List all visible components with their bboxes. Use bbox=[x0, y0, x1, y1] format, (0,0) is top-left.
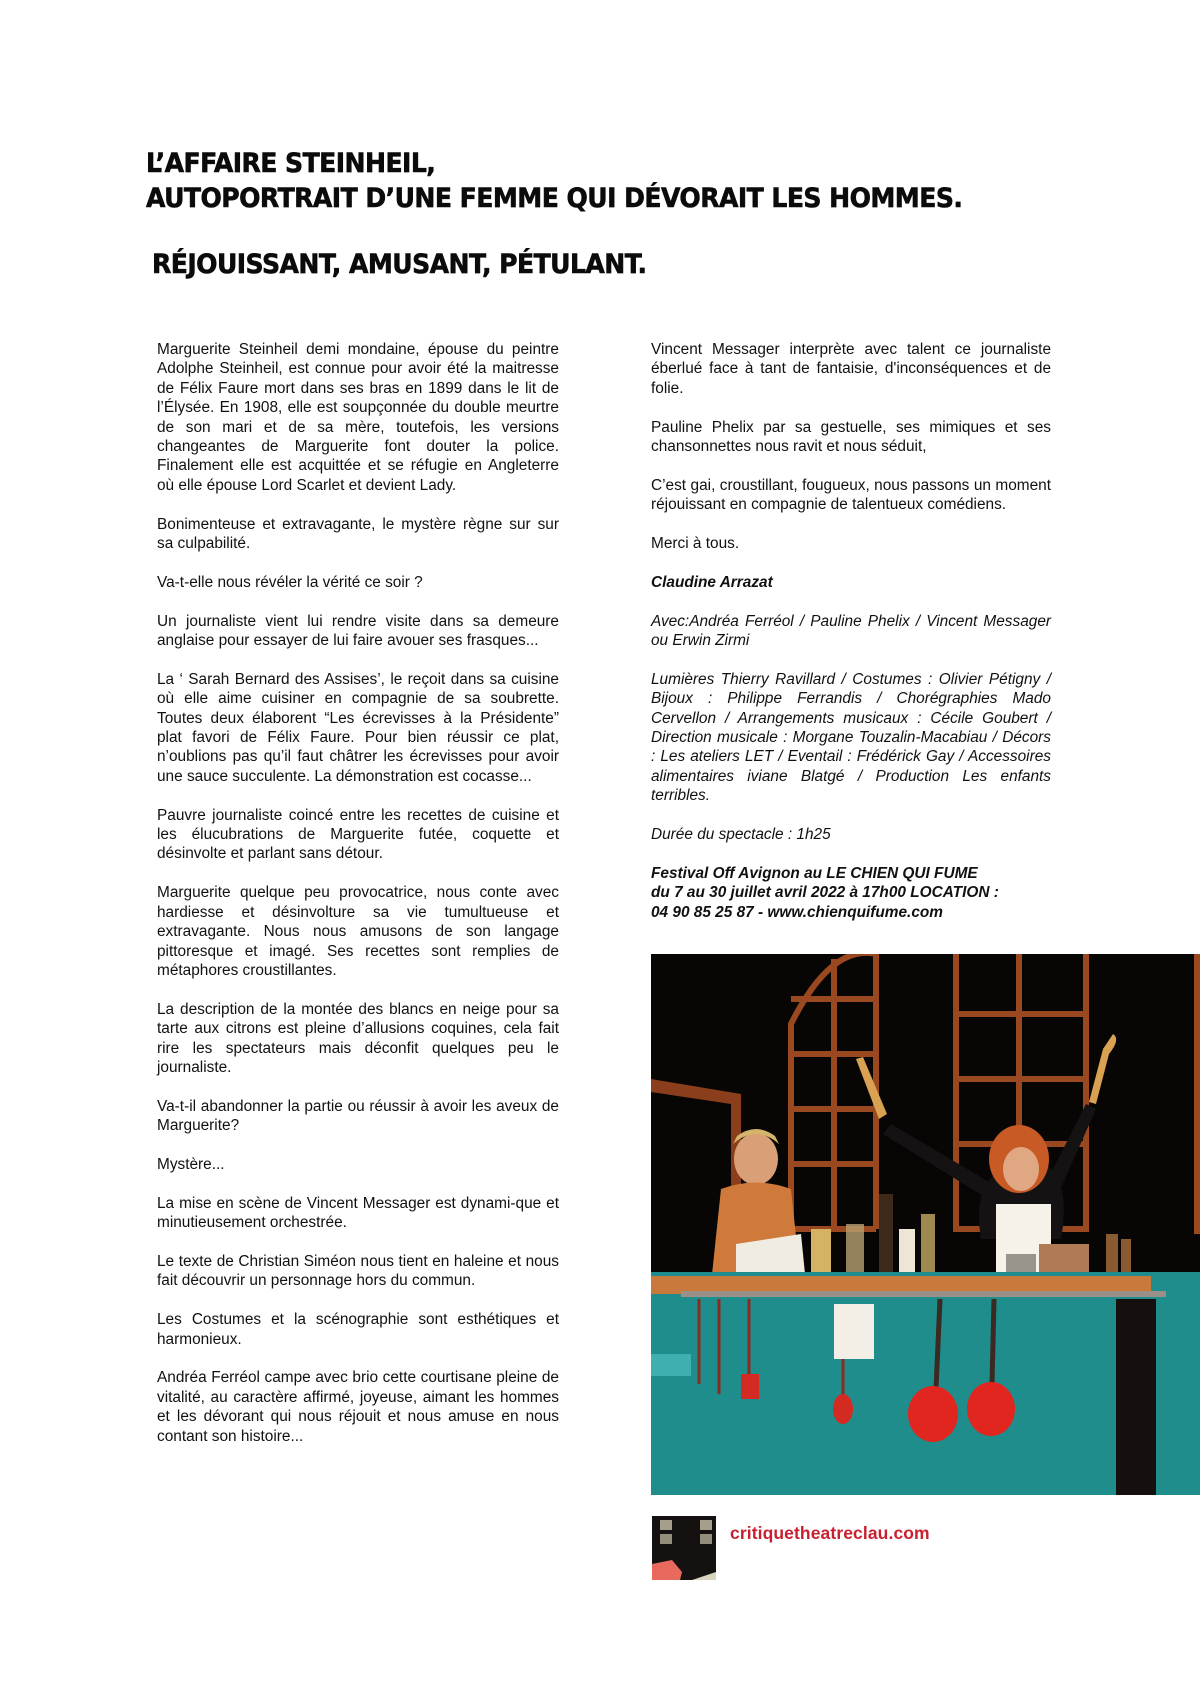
red-spatula bbox=[741, 1374, 759, 1399]
tagline: RÉJOUISSANT, AMUSANT, PÉTULANT. bbox=[152, 249, 647, 280]
copper-pot bbox=[1039, 1244, 1089, 1274]
red-spoon bbox=[833, 1394, 853, 1424]
paragraph: Marguerite Steinheil demi mondaine, épouse du peintre Adolphe Steinheil, est connue pour avoir été la maitresse de Félix Faure mort dans ses bras en 1899 dans le lit de l’Élysée. En 1908, elle est soupçonnée du double meurtre de son mari et de sa mère, toutefois, les versions changeantes de Marguerite font douter la police. Finalement elle est acquittée et se réfugie en Angleterre où elle épouse Lord Scarlet et devient Lady. bbox=[157, 341, 559, 494]
red-pan-1 bbox=[908, 1386, 958, 1442]
paragraph: Pauvre journaliste coincé entre les recettes de cuisine et les élucubrations de Marguerite futée, coquette et désinvolte et parlant sans détour. bbox=[157, 806, 559, 863]
site-link[interactable]: critiquetheatreclau.com bbox=[730, 1523, 930, 1543]
paragraph: La mise en scène de Vincent Messager est dynami-que et minutieusement orchestrée. bbox=[157, 1194, 559, 1232]
cast-list: Avec:Andréa Ferréol / Pauline Phelix / Vincent Messager ou Erwin Zirmi bbox=[651, 612, 1051, 650]
paragraph: La description de la montée des blancs en neige pour sa tarte aux citrons est pleine d’allusions coquines, cela fait rire les spectateurs mais déconfit quelques peu le journaliste. bbox=[157, 1000, 559, 1076]
paragraph: Mystère... bbox=[157, 1155, 225, 1173]
headline-line-1: L’AFFAIRE STEINHEIL, bbox=[146, 148, 436, 179]
actress-face bbox=[1003, 1147, 1039, 1191]
stage-photo-illustration bbox=[651, 954, 1200, 1495]
thumbnail-image bbox=[652, 1516, 716, 1580]
venue-line-2: du 7 au 30 juillet avril 2022 à 17h00 LOCATION : bbox=[651, 884, 999, 902]
paragraph: Vincent Messager interprète avec talent ce journaliste éberlué face à tant de fantaisie, d'inconséquences et de folie. bbox=[651, 341, 1051, 397]
stage-photo bbox=[651, 954, 1200, 1495]
duration: Durée du spectacle : 1h25 bbox=[651, 826, 831, 844]
paragraph: Un journaliste vient lui rendre visite dans sa demeure anglaise pour essayer de lui faire avouer ses frasques... bbox=[157, 612, 559, 650]
dark-cloth bbox=[1116, 1299, 1156, 1495]
paragraph: Les Costumes et la scénographie sont esthétiques et harmonieux. bbox=[157, 1311, 559, 1348]
window-edge bbox=[1194, 954, 1200, 1234]
paragraph: Andréa Ferréol campe avec brio cette courtisane pleine de vitalité, au caractère affirmé, joyeuse, aimant les hommes et les dévorant qui nous réjouit et nous amuse en nous contant son histoire... bbox=[157, 1369, 559, 1445]
venue-line-3: 04 90 85 25 87 - www.chienquifume.com bbox=[651, 903, 943, 921]
paragraph: Le texte de Christian Siméon nous tient en haleine et nous fait découvrir un personnage hors du commun. bbox=[157, 1252, 559, 1290]
credits: Lumières Thierry Ravillard / Costumes : Olivier Pétigny / Bijoux : Philippe Ferrandis / Chorégraphies Mado Cervellon / Arrangements musicaux : Cécile Goubert / Direction musicale : Morgane Touzalin-Macabiau / Décors : Les ateliers LET / Eventail : Frédérick Gay / Accessoires alimentaires iviane Blatgé / Production Les enfants terribles. bbox=[651, 670, 1051, 805]
paragraph: Pauline Phelix par sa gestuelle, ses mimiques et ses chansonnettes nous ravit et nous séduit, bbox=[651, 418, 1051, 456]
utensil-holder bbox=[811, 1229, 831, 1279]
paragraph: La ‘ Sarah Bernard des Assises’, le reçoit dans sa cuisine où elle aime cuisiner en compagnie de sa soubrette. Toutes deux élaborent “Les écrevisses à la Présidente” plat favori de Félix Faure. Pour bien réussir ce plat, n’oublions pas qu’il faut châtrer les écrevisses pour avoir une sauce succulente. La démonstration est cocasse... bbox=[157, 670, 559, 785]
wine-bottle bbox=[879, 1194, 893, 1284]
site-thumbnail[interactable] bbox=[652, 1516, 716, 1580]
paragraph: Bonimenteuse et extravagante, le mystère règne sur sur sa culpabilité. bbox=[157, 515, 559, 553]
right-column bbox=[651, 340, 1051, 941]
venue-line-1: Festival Off Avignon au LE CHIEN QUI FUME bbox=[651, 864, 978, 882]
paragraph: Va-t-elle nous révéler la vérité ce soir ? bbox=[157, 573, 423, 591]
counter-shelf bbox=[651, 1354, 691, 1376]
paragraph: Merci à tous. bbox=[651, 535, 740, 553]
red-pan-2 bbox=[967, 1382, 1015, 1436]
paragraph: Va-t-il abandonner la partie ou réussir à avoir les aveux de Marguerite? bbox=[157, 1097, 559, 1135]
paragraph: C’est gai, croustillant, fougueux, nous passons un moment réjouissant en compagnie de talentueux comédiens. bbox=[651, 476, 1051, 514]
author-signature: Claudine Arrazat bbox=[651, 573, 773, 591]
left-column bbox=[157, 340, 559, 1465]
venue-info bbox=[651, 864, 1051, 922]
maid-head bbox=[734, 1133, 778, 1185]
headline bbox=[146, 146, 962, 216]
headline-line-2: AUTOPORTRAIT D’UNE FEMME QUI DÉVORAIT LES HOMMES. bbox=[146, 183, 963, 214]
pan-handle bbox=[992, 1299, 994, 1384]
utensil-rail bbox=[681, 1291, 1166, 1297]
paragraph: Marguerite quelque peu provocatrice, nous conte avec hardiesse et désinvolture sa vie tumultueuse et extravagante. Nous nous amusons de son langage pittoresque et imagé. Ses recettes sont remplies de métaphores croustillantes. bbox=[157, 884, 559, 979]
tea-towel bbox=[834, 1304, 874, 1359]
